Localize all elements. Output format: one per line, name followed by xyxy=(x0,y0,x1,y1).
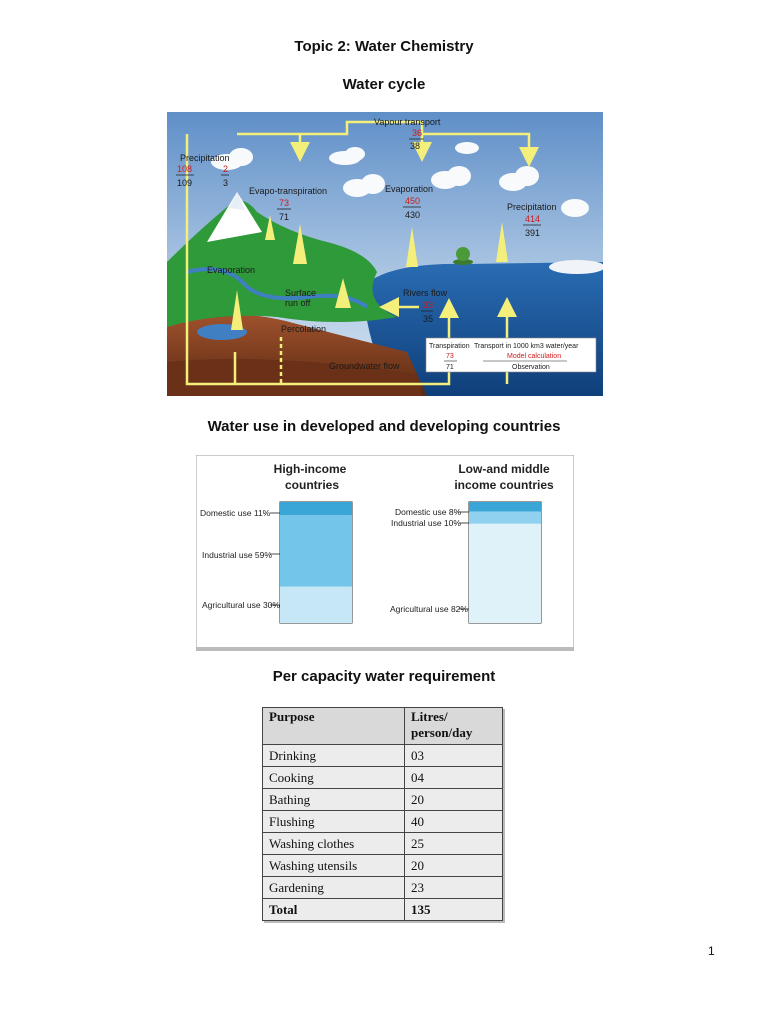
total-value-cell: 135 xyxy=(405,899,503,921)
table-row xyxy=(263,745,503,767)
precip-ocean-observed: 391 xyxy=(525,228,541,238)
cycle-legend xyxy=(426,338,596,372)
precipitation-land-label: Precipitation xyxy=(180,153,230,163)
litres-cell: 23 xyxy=(405,877,503,899)
river-flow-observed: 35 xyxy=(423,314,434,324)
litres-cell: 25 xyxy=(405,833,503,855)
legend-obs-value: 71 xyxy=(446,364,454,371)
river-flow-model: 33 xyxy=(423,300,434,310)
low-industrial-label: Industrial use 10% xyxy=(391,518,461,528)
table-row xyxy=(263,855,503,877)
high-agricultural-label: Agricultural use 30% xyxy=(202,600,280,610)
requirement-table xyxy=(262,707,503,921)
vapour-observed-value: 38 xyxy=(410,141,421,151)
groundwater-flow-label: Groundwater flow xyxy=(329,361,400,371)
low-income-title-2: income countries xyxy=(454,478,554,492)
low-income-title-1: Low-and middle xyxy=(458,462,550,476)
table-total-row xyxy=(263,899,503,921)
evapotranspiration-model: 73 xyxy=(279,198,290,208)
water-cycle-diagram xyxy=(167,112,603,396)
table-row xyxy=(263,877,503,899)
precip-land-model: 108 xyxy=(177,164,193,174)
precipitation-ocean-label: Precipitation xyxy=(507,202,557,212)
precip-small-observed: 3 xyxy=(223,178,229,188)
high-industrial-label: Industrial use 59% xyxy=(202,550,272,560)
water-cycle-heading: Water cycle xyxy=(342,76,426,93)
table-row xyxy=(263,789,503,811)
high-industrial-bar xyxy=(280,515,352,586)
litres-cell: 04 xyxy=(405,767,503,789)
col-header-purpose: Purpose xyxy=(263,708,405,745)
low-agricultural-bar xyxy=(469,524,541,623)
requirement-heading: Per capacity water requirement xyxy=(272,668,496,685)
evaporation-ocean-observed: 430 xyxy=(405,210,421,220)
low-industrial-bar xyxy=(469,512,541,524)
litres-cell: 03 xyxy=(405,745,503,767)
high-income-title-2: countries xyxy=(284,478,340,492)
evaporation-land-label: Evaporation xyxy=(207,265,256,275)
table-row xyxy=(263,767,503,789)
low-domestic-bar xyxy=(469,502,541,512)
legend-obs-label: Observation xyxy=(512,364,550,371)
page-number: 1 xyxy=(708,944,715,958)
low-domestic-label: Domestic use 8% xyxy=(395,507,462,517)
total-label-cell: Total xyxy=(263,899,405,921)
water-use-chart xyxy=(196,455,574,651)
legend-transpiration: Transpiration xyxy=(429,343,470,350)
purpose-cell: Gardening xyxy=(263,877,405,899)
surface-runoff-label: Surface run off xyxy=(285,288,317,308)
precip-ocean-model: 414 xyxy=(525,214,541,224)
purpose-cell: Cooking xyxy=(263,767,405,789)
evapotranspiration-label: Evapo-transpiration xyxy=(249,186,328,196)
purpose-cell: Washing clothes xyxy=(263,833,405,855)
river-flow-label: Rivers flow xyxy=(403,288,448,298)
high-domestic-bar xyxy=(280,502,352,515)
legend-transport: Transport in 1000 km3 water/year xyxy=(474,343,579,350)
litres-cell: 20 xyxy=(405,789,503,811)
legend-model-value: 73 xyxy=(446,353,454,360)
litres-cell: 40 xyxy=(405,811,503,833)
vapour-transport-label: Vapour transport xyxy=(374,117,441,127)
percolation-label: Percolation xyxy=(281,324,327,334)
purpose-cell: Bathing xyxy=(263,789,405,811)
high-income-title-1: High-income xyxy=(273,462,347,476)
water-use-heading: Water use in developed and developing countries xyxy=(207,418,561,435)
evapotranspiration-observed: 71 xyxy=(279,212,290,222)
purpose-cell: Drinking xyxy=(263,745,405,767)
precip-small-model: 2 xyxy=(223,164,229,174)
col-header-litres: Litres/ person/day xyxy=(405,708,503,745)
page-title: Topic 2: Water Chemistry xyxy=(294,38,474,55)
table-row xyxy=(263,811,503,833)
purpose-cell: Washing utensils xyxy=(263,855,405,877)
table-row xyxy=(263,833,503,855)
evaporation-ocean-label: Evaporation xyxy=(385,184,434,194)
low-agricultural-label: Agricultural use 82% xyxy=(390,604,468,614)
high-domestic-label: Domestic use 11% xyxy=(200,508,271,518)
legend-model-label: Model calculation xyxy=(507,353,562,360)
evaporation-ocean-model: 450 xyxy=(405,196,421,206)
litres-cell: 20 xyxy=(405,855,503,877)
purpose-cell: Flushing xyxy=(263,811,405,833)
high-agricultural-bar xyxy=(280,587,352,623)
precip-land-observed: 109 xyxy=(177,178,193,188)
vapour-model-value: 36 xyxy=(412,128,423,138)
